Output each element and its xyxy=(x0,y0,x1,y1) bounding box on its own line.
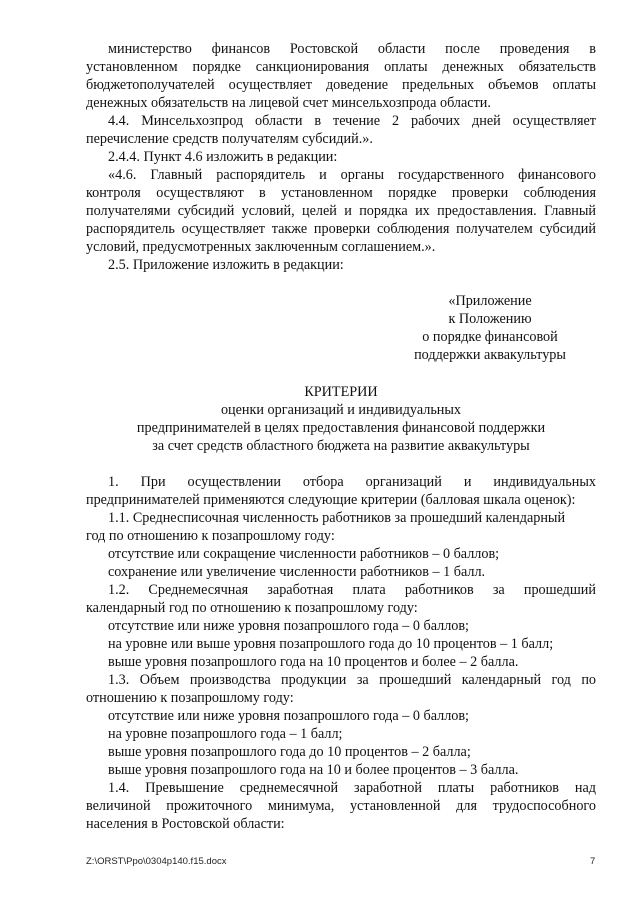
text-line: перечисление средств получателям субсидий.». xyxy=(86,131,373,147)
text-line: отношению к позапрошлому году: xyxy=(86,690,294,706)
text-line: выше уровня позапрошлого года на 10 и более процентов – 3 балла. xyxy=(108,762,519,778)
text-line: контроля осуществляют в установленном порядке проверки соблюдения xyxy=(86,185,596,201)
text-line: получателями субсидий условий, целей и порядка их предоставления. Главный xyxy=(86,203,596,219)
appendix-line: к Положению xyxy=(448,311,532,327)
text-line: условий, предусмотренных заключенным соглашением.». xyxy=(86,239,436,255)
text-line: на уровне позапрошлого года – 1 балл; xyxy=(108,726,343,742)
text-line: отсутствие или ниже уровня позапрошлого года – 0 баллов; xyxy=(108,618,470,634)
text-line: 1.4. Превышение среднемесячной заработной платы работников над xyxy=(108,780,596,796)
text-line: 1.3. Объем производства продукции за прошедший календарный год по xyxy=(108,672,596,688)
text-line: предпринимателей применяются следующие критерии (балловая шкала оценок): xyxy=(86,492,576,508)
text-line: календарный год по отношению к позапрошлому году: xyxy=(86,600,418,616)
text-line: населения в Ростовской области: xyxy=(86,816,285,832)
text-line: министерство финансов Ростовской области после проведения в xyxy=(108,41,596,57)
text-line: год по отношению к позапрошлому году: xyxy=(86,528,335,544)
text-line: установленном порядке санкционирования оплаты денежных обязательств xyxy=(86,59,596,75)
section-title: КРИТЕРИИ xyxy=(304,384,378,400)
text-line: 1.1. Среднесписочная численность работников за прошедший календарный xyxy=(108,510,566,526)
section-subtitle: предпринимателей в целях предоставления финансовой поддержки xyxy=(136,420,546,436)
footer-page-number: 7 xyxy=(590,856,596,867)
appendix-line: поддержки аквакультуры xyxy=(414,347,566,363)
text-line: 2.4.4. Пункт 4.6 изложить в редакции: xyxy=(108,149,338,165)
text-line: отсутствие или ниже уровня позапрошлого года – 0 баллов; xyxy=(108,708,470,724)
text-line: 2.5. Приложение изложить в редакции: xyxy=(108,257,344,273)
text-line: «4.6. Главный распорядитель и органы государственного финансового xyxy=(108,167,596,183)
text-line: на уровне или выше уровня позапрошлого года до 10 процентов – 1 балл; xyxy=(108,636,554,652)
footer-file-path: Z:\ORST\Ppo\0304p140.f15.docx xyxy=(86,856,227,867)
text-line: 1.2. Среднемесячная заработная плата работников за прошедший xyxy=(108,582,596,598)
text-line: выше уровня позапрошлого года до 10 процентов – 2 балла; xyxy=(108,744,471,760)
text-line: 1. При осуществлении отбора организаций и индивидуальных xyxy=(108,474,596,490)
text-line: отсутствие или сокращение численности работников – 0 баллов; xyxy=(108,546,500,562)
section-subtitle: за счет средств областного бюджета на развитие аквакультуры xyxy=(152,438,530,454)
text-line: бюджетополучателей осуществляет доведение предельных объемов оплаты xyxy=(86,77,596,93)
appendix-line: о порядке финансовой xyxy=(422,329,558,345)
text-line: выше уровня позапрошлого года на 10 процентов и более – 2 балла. xyxy=(108,654,519,670)
text-line: распорядитель осуществляет также проверки соблюдения получателем субсидий xyxy=(86,221,596,237)
text-line: 4.4. Минсельхозпрод области в течение 2 рабочих дней осуществляет xyxy=(108,113,596,129)
text-line: сохранение или увеличение численности работников – 1 балл. xyxy=(108,564,486,580)
text-line: величиной прожиточного минимума, установленной для трудоспособного xyxy=(86,798,596,814)
section-subtitle: оценки организаций и индивидуальных xyxy=(220,402,462,418)
appendix-line: «Приложение xyxy=(448,293,532,309)
text-line: денежных обязательств на лицевой счет минсельхозпрода области. xyxy=(86,95,491,111)
